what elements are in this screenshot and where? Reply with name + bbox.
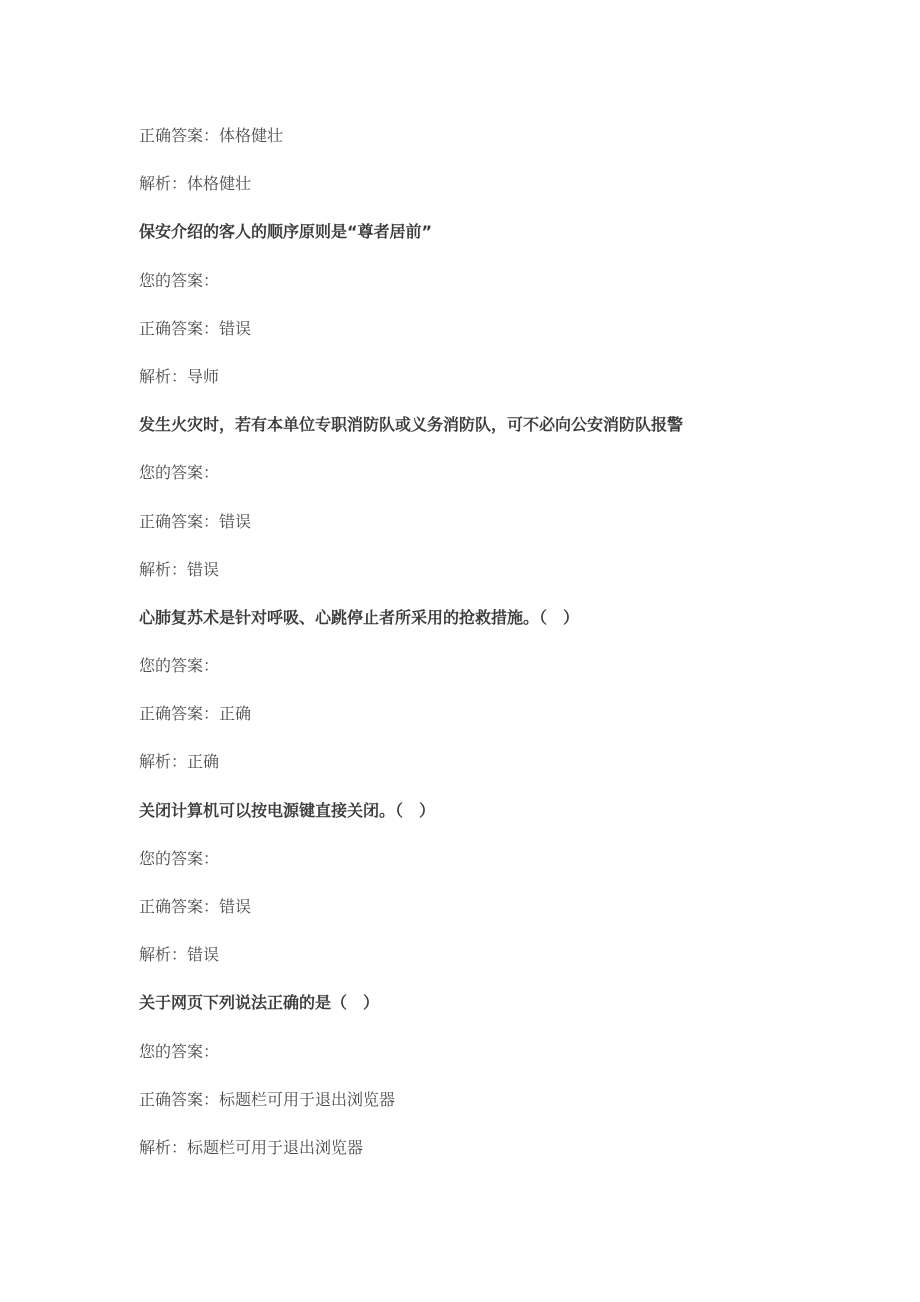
analysis-line: 解析：正确 xyxy=(139,752,220,772)
question-text: 保安介绍的客人的顺序原则是“尊者居前” xyxy=(139,222,433,242)
correct-answer-line: 正确答案：错误 xyxy=(139,511,252,531)
your-answer-line: 您的答案： xyxy=(139,1041,220,1061)
correct-answer-line: 正确答案：标题栏可用于退出浏览器 xyxy=(139,1089,396,1109)
correct-answer-line: 正确答案：错误 xyxy=(139,318,252,338)
question-text: 关于网页下列说法正确的是（ ） xyxy=(139,993,380,1013)
question-text: 发生火灾时，若有本单位专职消防队或义务消防队，可不必向公安消防队报警 xyxy=(139,415,684,435)
quiz-document xyxy=(139,124,859,1184)
correct-answer-line: 正确答案：错误 xyxy=(139,897,252,916)
your-answer-line: 您的答案： xyxy=(139,270,220,290)
correct-answer-line: 正确答案：体格健壮 xyxy=(139,126,284,145)
your-answer-line: 您的答案： xyxy=(139,848,220,868)
your-answer-line: 您的答案： xyxy=(139,463,220,483)
analysis-line: 解析：错误 xyxy=(139,559,220,579)
analysis-line: 解析：体格健壮 xyxy=(139,174,252,194)
analysis-line: 解析：导师 xyxy=(139,366,220,386)
analysis-line: 解析：错误 xyxy=(139,945,220,965)
correct-answer-line: 正确答案：正确 xyxy=(139,704,252,724)
question-text: 关闭计算机可以按电源键直接关闭。（ ） xyxy=(139,800,436,820)
question-text: 心肺复苏术是针对呼吸、心跳停止者所采用的抢救措施。（ ） xyxy=(139,607,580,627)
your-answer-line: 您的答案： xyxy=(139,656,220,676)
analysis-line: 解析：标题栏可用于退出浏览器 xyxy=(139,1137,364,1157)
